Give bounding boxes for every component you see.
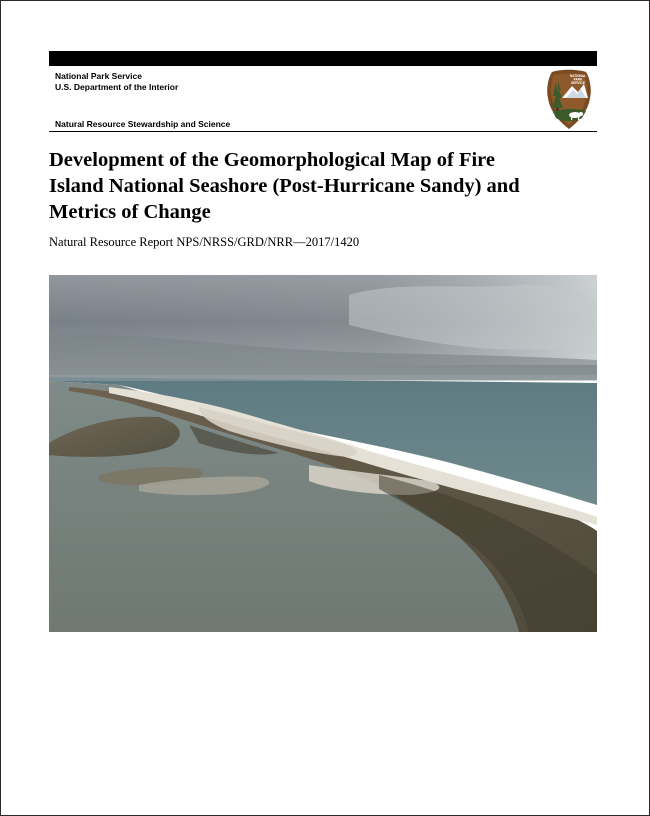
aerial-barrier-island-photo: [49, 275, 597, 632]
header-rule: [49, 131, 597, 132]
agency-block: [55, 71, 178, 93]
report-number: Natural Resource Report NPS/NRSS/GRD/NRR—2017/1420: [49, 235, 360, 249]
department-name: U.S. Department of the Interior: [55, 82, 179, 92]
agency-name: National Park Service: [55, 71, 142, 81]
division-name: Natural Resource Stewardship and Science: [55, 119, 231, 129]
report-title: [49, 147, 597, 225]
logo-text-service: SERVICE: [571, 81, 585, 85]
title-line-3: Metrics of Change: [49, 201, 211, 223]
title-line-1: Development of the Geomorphological Map of Fire: [49, 149, 495, 171]
nps-arrowhead-icon: [544, 68, 594, 130]
logo-text-park: PARK: [573, 77, 583, 82]
header-band: [49, 51, 597, 66]
logo-text-national: NATIONAL: [569, 74, 587, 78]
title-line-2: Island National Seashore (Post-Hurricane Sandy) and: [49, 175, 520, 197]
